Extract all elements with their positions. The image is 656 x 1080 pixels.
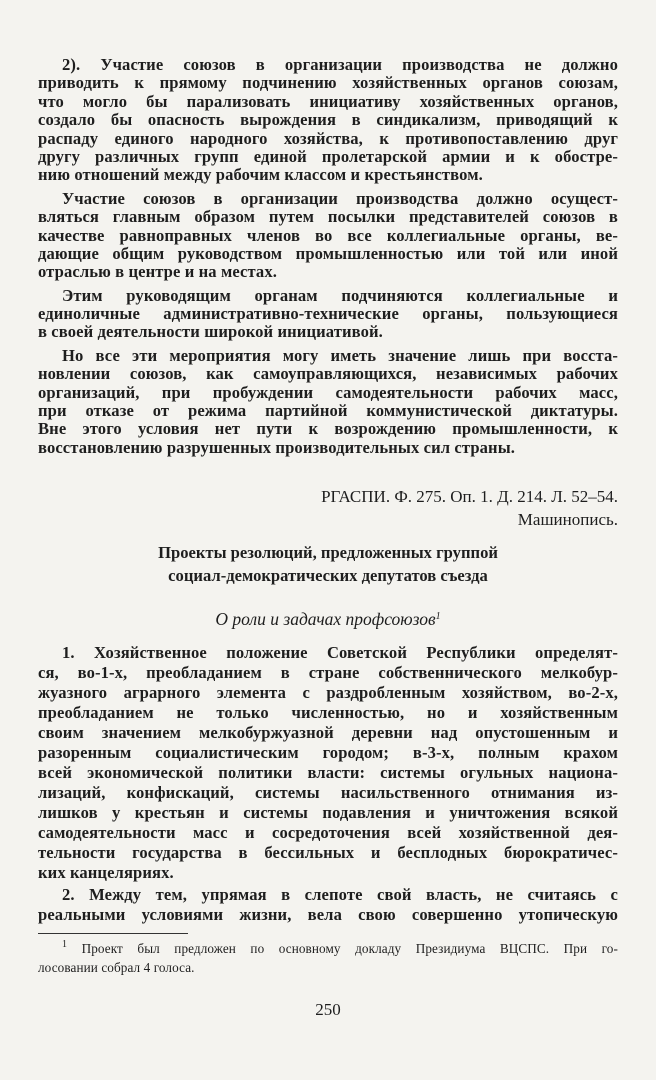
text-line: дающие общим руководством промышленностью или той или иной	[38, 243, 618, 263]
footnote-mark: 1	[435, 611, 441, 622]
text-line: ся, во-1-х, преобладанием в стране собственнического мелкобур-	[38, 663, 618, 682]
text-line: Этим руководящим органам подчиняются коллегиальные и	[62, 285, 618, 305]
bottom-text	[38, 643, 618, 927]
text-line: новлении союзов, как самоуправляющихся, независимых рабочих	[38, 364, 618, 384]
text-line: Вне этого условия нет пути к возрождению промышленности, к	[38, 419, 618, 439]
section-heading	[38, 541, 618, 587]
text-line: всей экономической политики власти: системы огульных национа-	[38, 763, 618, 782]
footnote	[38, 939, 618, 977]
text-line: реальными условиями жизни, вела свою совершенно утопическую	[38, 905, 618, 924]
text-line: создало бы опасность вырождения в синдикализм, приводящий к	[38, 110, 618, 130]
paragraph	[38, 56, 618, 185]
top-text	[38, 56, 618, 462]
text-line: жуазного аграрного элемента с раздробленным хозяйством, во-2-х,	[38, 683, 618, 702]
text-line: другу различных групп единой пролетарской армии и к обостре-	[38, 146, 618, 166]
text-line: приводить к прямому подчинению хозяйственных органов союзам,	[38, 73, 618, 93]
footnote-number: 1	[62, 939, 68, 950]
heading-line: социал-демократических депутатов съезда	[168, 566, 488, 585]
text-line: при отказе от режима партийной коммунистической диктатуры.	[38, 401, 618, 421]
footnote-line	[38, 939, 618, 958]
text-line: 2. Между тем, упрямая в слепоте свой власть, не считаясь с	[62, 885, 618, 904]
text-line: лизаций, конфискаций, системы насильственного отнимания из-	[38, 783, 618, 802]
text-line: 2). Участие союзов в организации производства не должно	[62, 55, 618, 74]
paragraph	[38, 287, 618, 342]
text-line: в своей деятельности широкой инициативой.	[38, 322, 383, 342]
text-line: нию отношений между рабочим классом и крестьянством.	[38, 165, 483, 185]
paragraph	[38, 347, 618, 457]
text-line: что могло бы парализовать инициативу хозяйственных органов,	[38, 91, 618, 111]
archive-reference: РГАСПИ. Ф. 275. Оп. 1. Д. 214. Л. 52–54.	[321, 487, 618, 506]
text-line: ких канцеляриях.	[38, 863, 174, 882]
text-line: вляться главным образом путем посылки представителей союзов в	[38, 207, 618, 227]
footnote-text: Проект был предложен по основному докладу Президиума ВЦСПС. При го-	[81, 941, 618, 956]
page-number: 250	[315, 1000, 341, 1019]
text-line: своим значением мелкобуржуазной деревни над опустошенным и	[38, 723, 618, 742]
text-line: организаций, при пробуждении самодеятельности рабочих масс,	[38, 382, 618, 402]
text-line: качестве равноправных членов во все коллегиальные органы, ве-	[38, 225, 618, 245]
paragraph	[38, 643, 618, 883]
footnote-line: лосовании собрал 4 голоса.	[38, 960, 195, 975]
subheading-text: О роли и задачах профсоюзов	[215, 609, 436, 629]
text-line: Участие союзов в организации производства должно осущест-	[62, 188, 618, 208]
text-line: Но все эти мероприятия могу иметь значение лишь при восста-	[62, 345, 618, 365]
text-line: преобладанием не только численностью, но и хозяйственным	[38, 703, 618, 722]
archive-source	[38, 485, 618, 531]
text-line: самодеятельности масс и сосредоточения всей хозяйственной дея-	[38, 823, 618, 842]
heading-line: Проекты резолюций, предложенных группой	[158, 543, 498, 562]
paragraph	[38, 885, 618, 925]
paragraph	[38, 190, 618, 282]
text-line: 1. Хозяйственное положение Советской Республики определят-	[62, 643, 618, 662]
section-subheading	[38, 608, 618, 631]
text-line: лишков у крестьян и системы подавления и уничтожения всякой	[38, 803, 618, 822]
text-line: тельности государства в бессильных и бесплодных бюрократичес-	[38, 843, 618, 862]
document-type: Машинопись.	[517, 510, 618, 529]
text-line: распаду единого народного хозяйства, к противопоставлению друг	[38, 128, 618, 148]
footnote-divider	[38, 933, 188, 934]
text-line: разоренным социалистическим городом; в-3-х, полным крахом	[38, 743, 618, 762]
text-line: восстановлению разрушенных производительных сил страны.	[38, 437, 516, 457]
text-line: единоличные административно-технические органы, пользующиеся	[38, 304, 618, 324]
text-line: отраслью в центре и на местах.	[38, 262, 277, 282]
